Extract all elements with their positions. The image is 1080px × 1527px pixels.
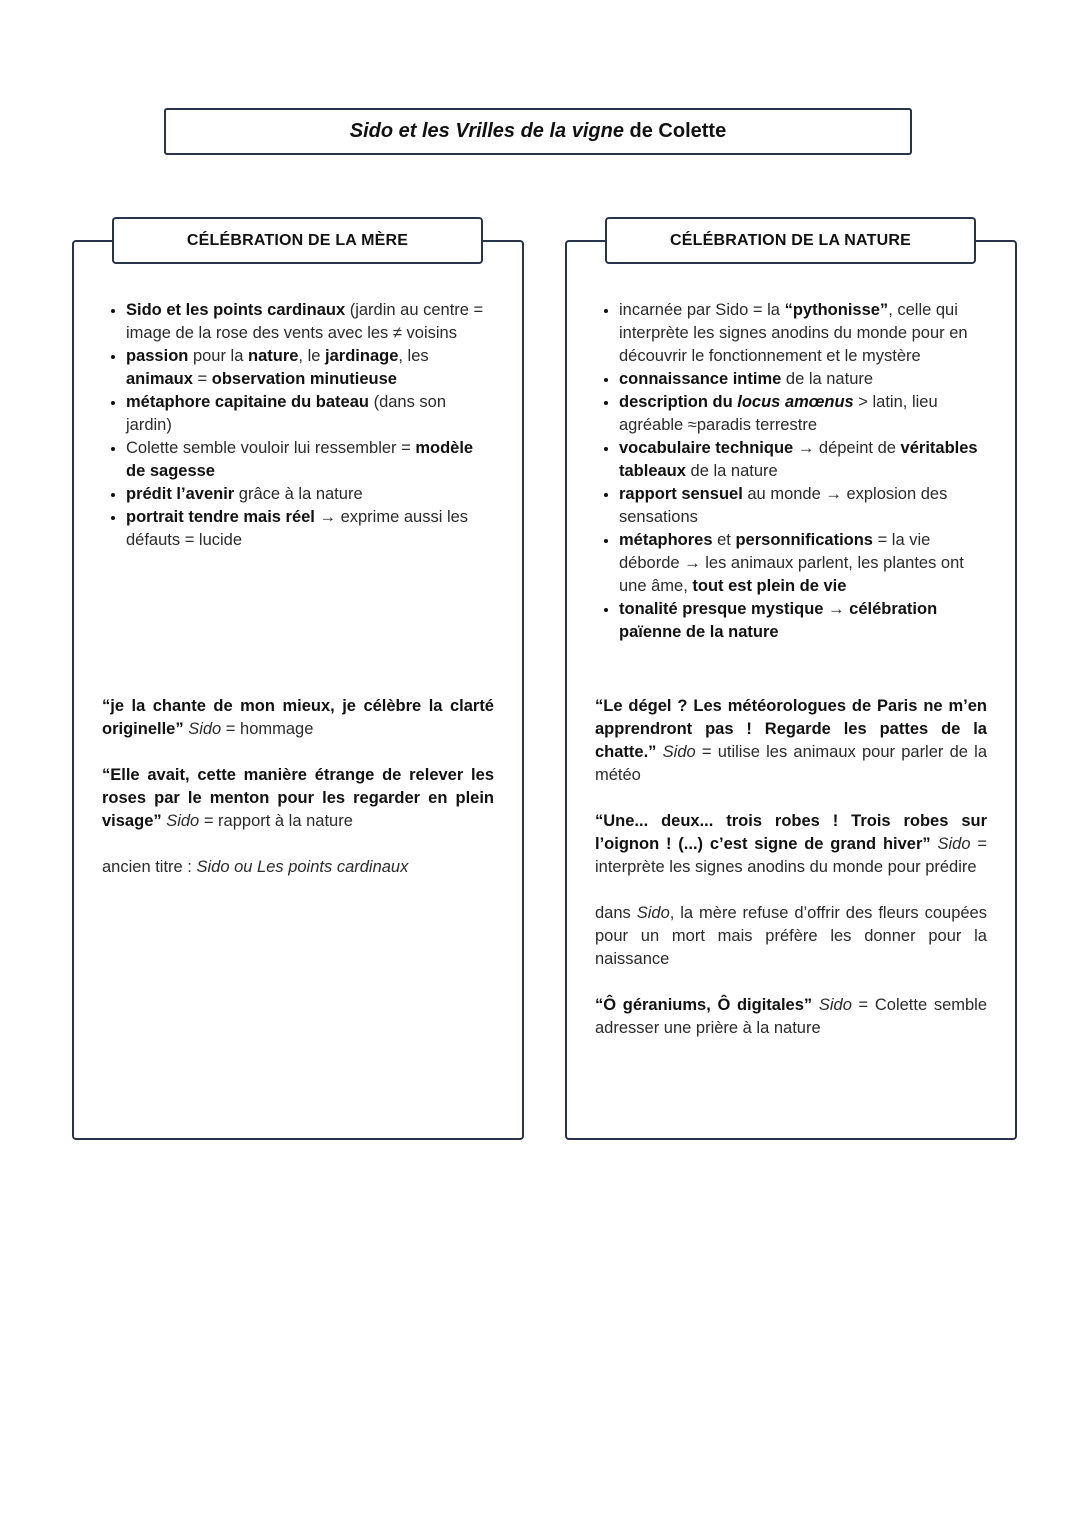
list-item: • rapport sensuel au monde → explosion des sensations: [619, 483, 987, 529]
panel-header-mere: CÉLÉBRATION DE LA MÈRE: [112, 217, 483, 264]
list-item: • portrait tendre mais réel → exprime aussi les défauts = lucide: [126, 506, 494, 552]
quote: “Elle avait, cette manière étrange de relever les roses par le menton pour les regarder en plein visage” Sido = rapport à la nature: [102, 766, 494, 830]
quote: “Une... deux... trois robes ! Trois robes sur l’oignon ! (...) c’est signe de grand hiver” Sido = interprète les signes anodins du monde pour prédire: [595, 812, 987, 876]
page-title: [164, 108, 912, 155]
list-item: • description du locus amœnus > latin, lieu agréable ≈paradis terrestre: [619, 391, 987, 437]
nature-quotes: [595, 695, 987, 1063]
quote: “Ô géraniums, Ô digitales” Sido = Colette semble adresser une prière à la nature: [595, 996, 988, 1037]
nature-bullet-list: [595, 299, 987, 644]
list-item: • incarnée par Sido = la “pythonisse”, celle qui interprète les signes anodins du monde pour en découvrir le fonctionnement et le mystère: [619, 299, 987, 368]
note: dans Sido, la mère refuse d’offrir des fleurs coupées pour un mort mais préfère les donner pour la naissance: [595, 904, 987, 968]
panel-header-nature: CÉLÉBRATION DE LA NATURE: [605, 217, 976, 264]
list-item: • Sido et les points cardinaux (jardin au centre = image de la rose des vents avec les ≠ voisins: [126, 299, 494, 345]
list-item: • vocabulaire technique → dépeint de véritables tableaux de la nature: [619, 437, 987, 483]
list-item: • métaphores et personnifications = la vie déborde → les animaux parlent, les plantes ont une âme, tout est plein de vie: [619, 529, 987, 598]
quote: “je la chante de mon mieux, je célèbre la clarté originelle” Sido = hommage: [102, 697, 494, 738]
mere-bullet-list: [102, 299, 494, 552]
list-item: • tonalité presque mystique → célébration païenne de la nature: [619, 598, 987, 644]
panel-celebration-mere: [72, 231, 524, 1140]
title-rest: de Colette: [623, 120, 727, 142]
list-item: • Colette semble vouloir lui ressembler = modèle de sagesse: [126, 437, 494, 483]
quote: “Le dégel ? Les météorologues de Paris ne m’en apprendront pas ! Regarde les pattes de la chatte.” Sido = utilise les animaux pour parler de la météo: [595, 697, 988, 784]
list-item: • métaphore capitaine du bateau (dans son jardin): [126, 391, 494, 437]
title-italic: Sido et les Vrilles de la vigne: [349, 120, 624, 142]
panel-celebration-nature: [565, 231, 1017, 1140]
mere-quotes: [102, 695, 494, 902]
list-item: • passion pour la nature, le jardinage, les animaux = observation minutieuse: [126, 345, 494, 391]
old-title: ancien titre : Sido ou Les points cardinaux: [102, 858, 409, 876]
list-item: • prédit l’avenir grâce à la nature: [126, 483, 494, 506]
list-item: • connaissance intime de la nature: [619, 368, 987, 391]
